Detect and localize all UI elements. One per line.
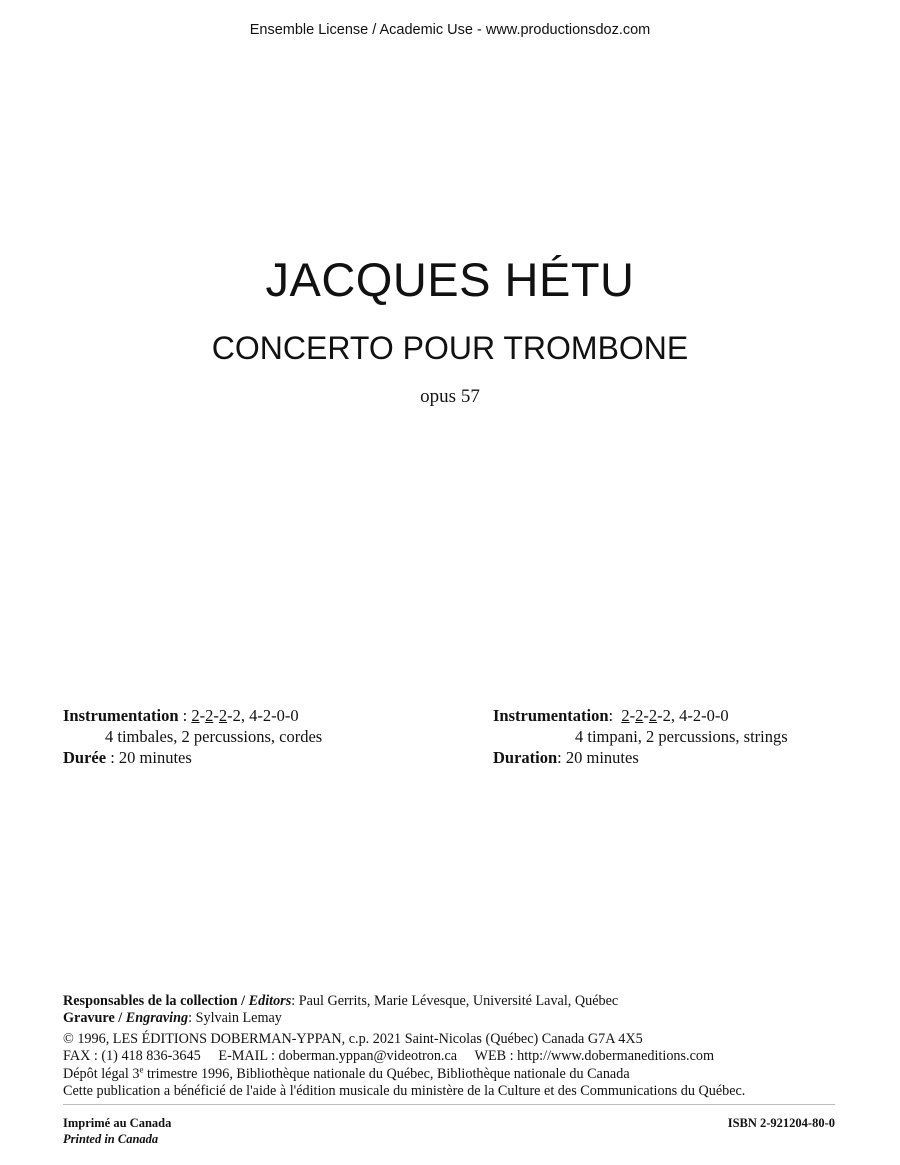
legal-prefix: Dépôt légal 3 — [63, 1065, 140, 1082]
editors-label-en: Editors — [248, 993, 292, 1009]
engraving-label-en: Engraving — [125, 1010, 189, 1027]
printed-en: Printed in Canada — [63, 1132, 159, 1146]
instrumentation-fr — [63, 705, 322, 768]
instrumentation-fr-sep: : — [178, 706, 192, 725]
composer-name: JACQUES HÉTU — [265, 253, 635, 306]
instrumentation-fr-line1: Instrumentation : 2-2-2-2, 4-2-0-0 — [63, 706, 299, 725]
duration-en-value: : 20 minutes — [557, 748, 639, 767]
instrumentation-fr-label: Instrumentation — [63, 706, 179, 725]
clarinet-count: 2 — [648, 706, 658, 725]
engraving-label-fr: Gravure — [63, 1010, 115, 1027]
duration-en — [493, 747, 788, 768]
instrumentation-en-sep: : — [608, 706, 622, 725]
engraving-value: : Sylvain Lemay — [188, 1010, 282, 1027]
legal-deposit-line — [63, 1063, 843, 1083]
isbn: ISBN 2-921204-80-0 — [727, 1116, 835, 1130]
instrumentation-en-label: Instrumentation — [493, 706, 609, 725]
flute-count: 2 — [191, 706, 200, 725]
instrumentation-fr-line2: 4 timbales, 2 percussions, cordes — [105, 727, 323, 746]
editors-label-fr: Responsables de la collection — [63, 993, 238, 1009]
oboe-count: 2 — [635, 706, 644, 725]
printed-in — [63, 1115, 171, 1147]
grant-line: Cette publication a bénéficié de l'aide à l'édition musicale du ministère de la Culture et des Communications du Québec. — [63, 1083, 746, 1100]
contact-line: FAX : (1) 418 836-3645 E-MAIL : doberman.yppan@videotron.ca WEB : http://www.dobermaneditions.com — [63, 1048, 714, 1065]
brass-counts: , 4-2-0-0 — [670, 706, 729, 725]
oboe-count: 2 — [205, 706, 214, 725]
instrumentation-en — [493, 705, 788, 768]
clarinet-count: 2 — [218, 706, 228, 725]
bassoon-count: 2 — [662, 706, 671, 725]
duration-en-label: Duration — [493, 748, 558, 767]
flute-count: 2 — [621, 706, 630, 725]
duration-fr — [63, 747, 322, 768]
legal-sup: e — [139, 1063, 144, 1074]
printed-fr: Imprimé au Canada — [63, 1116, 172, 1130]
instrumentation-en-line2: 4 timpani, 2 percussions, strings — [575, 727, 788, 746]
work-title: CONCERTO POUR TROMBONE — [211, 330, 689, 366]
duration-fr-value: : 20 minutes — [106, 748, 192, 767]
duration-fr-label: Durée — [63, 748, 107, 767]
footer-divider — [63, 1104, 835, 1105]
license-header: Ensemble License / Academic Use - www.productionsdoz.com — [249, 22, 651, 38]
editors-value: : Paul Gerrits, Marie Lévesque, Université Laval, Québec — [291, 993, 619, 1009]
opus-number: opus 57 — [420, 386, 480, 407]
legal-rest: trimestre 1996, Bibliothèque nationale du Québec, Bibliothèque nationale du Canada — [143, 1065, 630, 1082]
credits-block — [63, 993, 843, 1100]
brass-counts: , 4-2-0-0 — [240, 706, 299, 725]
copyright-line: © 1996, LES ÉDITIONS DOBERMAN-YPPAN, c.p. 2021 Saint-Nicolas (Québec) Canada G7A 4X5 — [63, 1030, 643, 1047]
editors-line: Responsables de la collection / Editors: Paul Gerrits, Marie Lévesque, Université Laval, Québec — [63, 993, 619, 1009]
bassoon-count: 2 — [232, 706, 241, 725]
engraving-line: Gravure / Engraving: Sylvain Lemay — [63, 1010, 282, 1027]
instrumentation-en-line1: Instrumentation: 2-2-2-2, 4-2-0-0 — [493, 706, 729, 725]
